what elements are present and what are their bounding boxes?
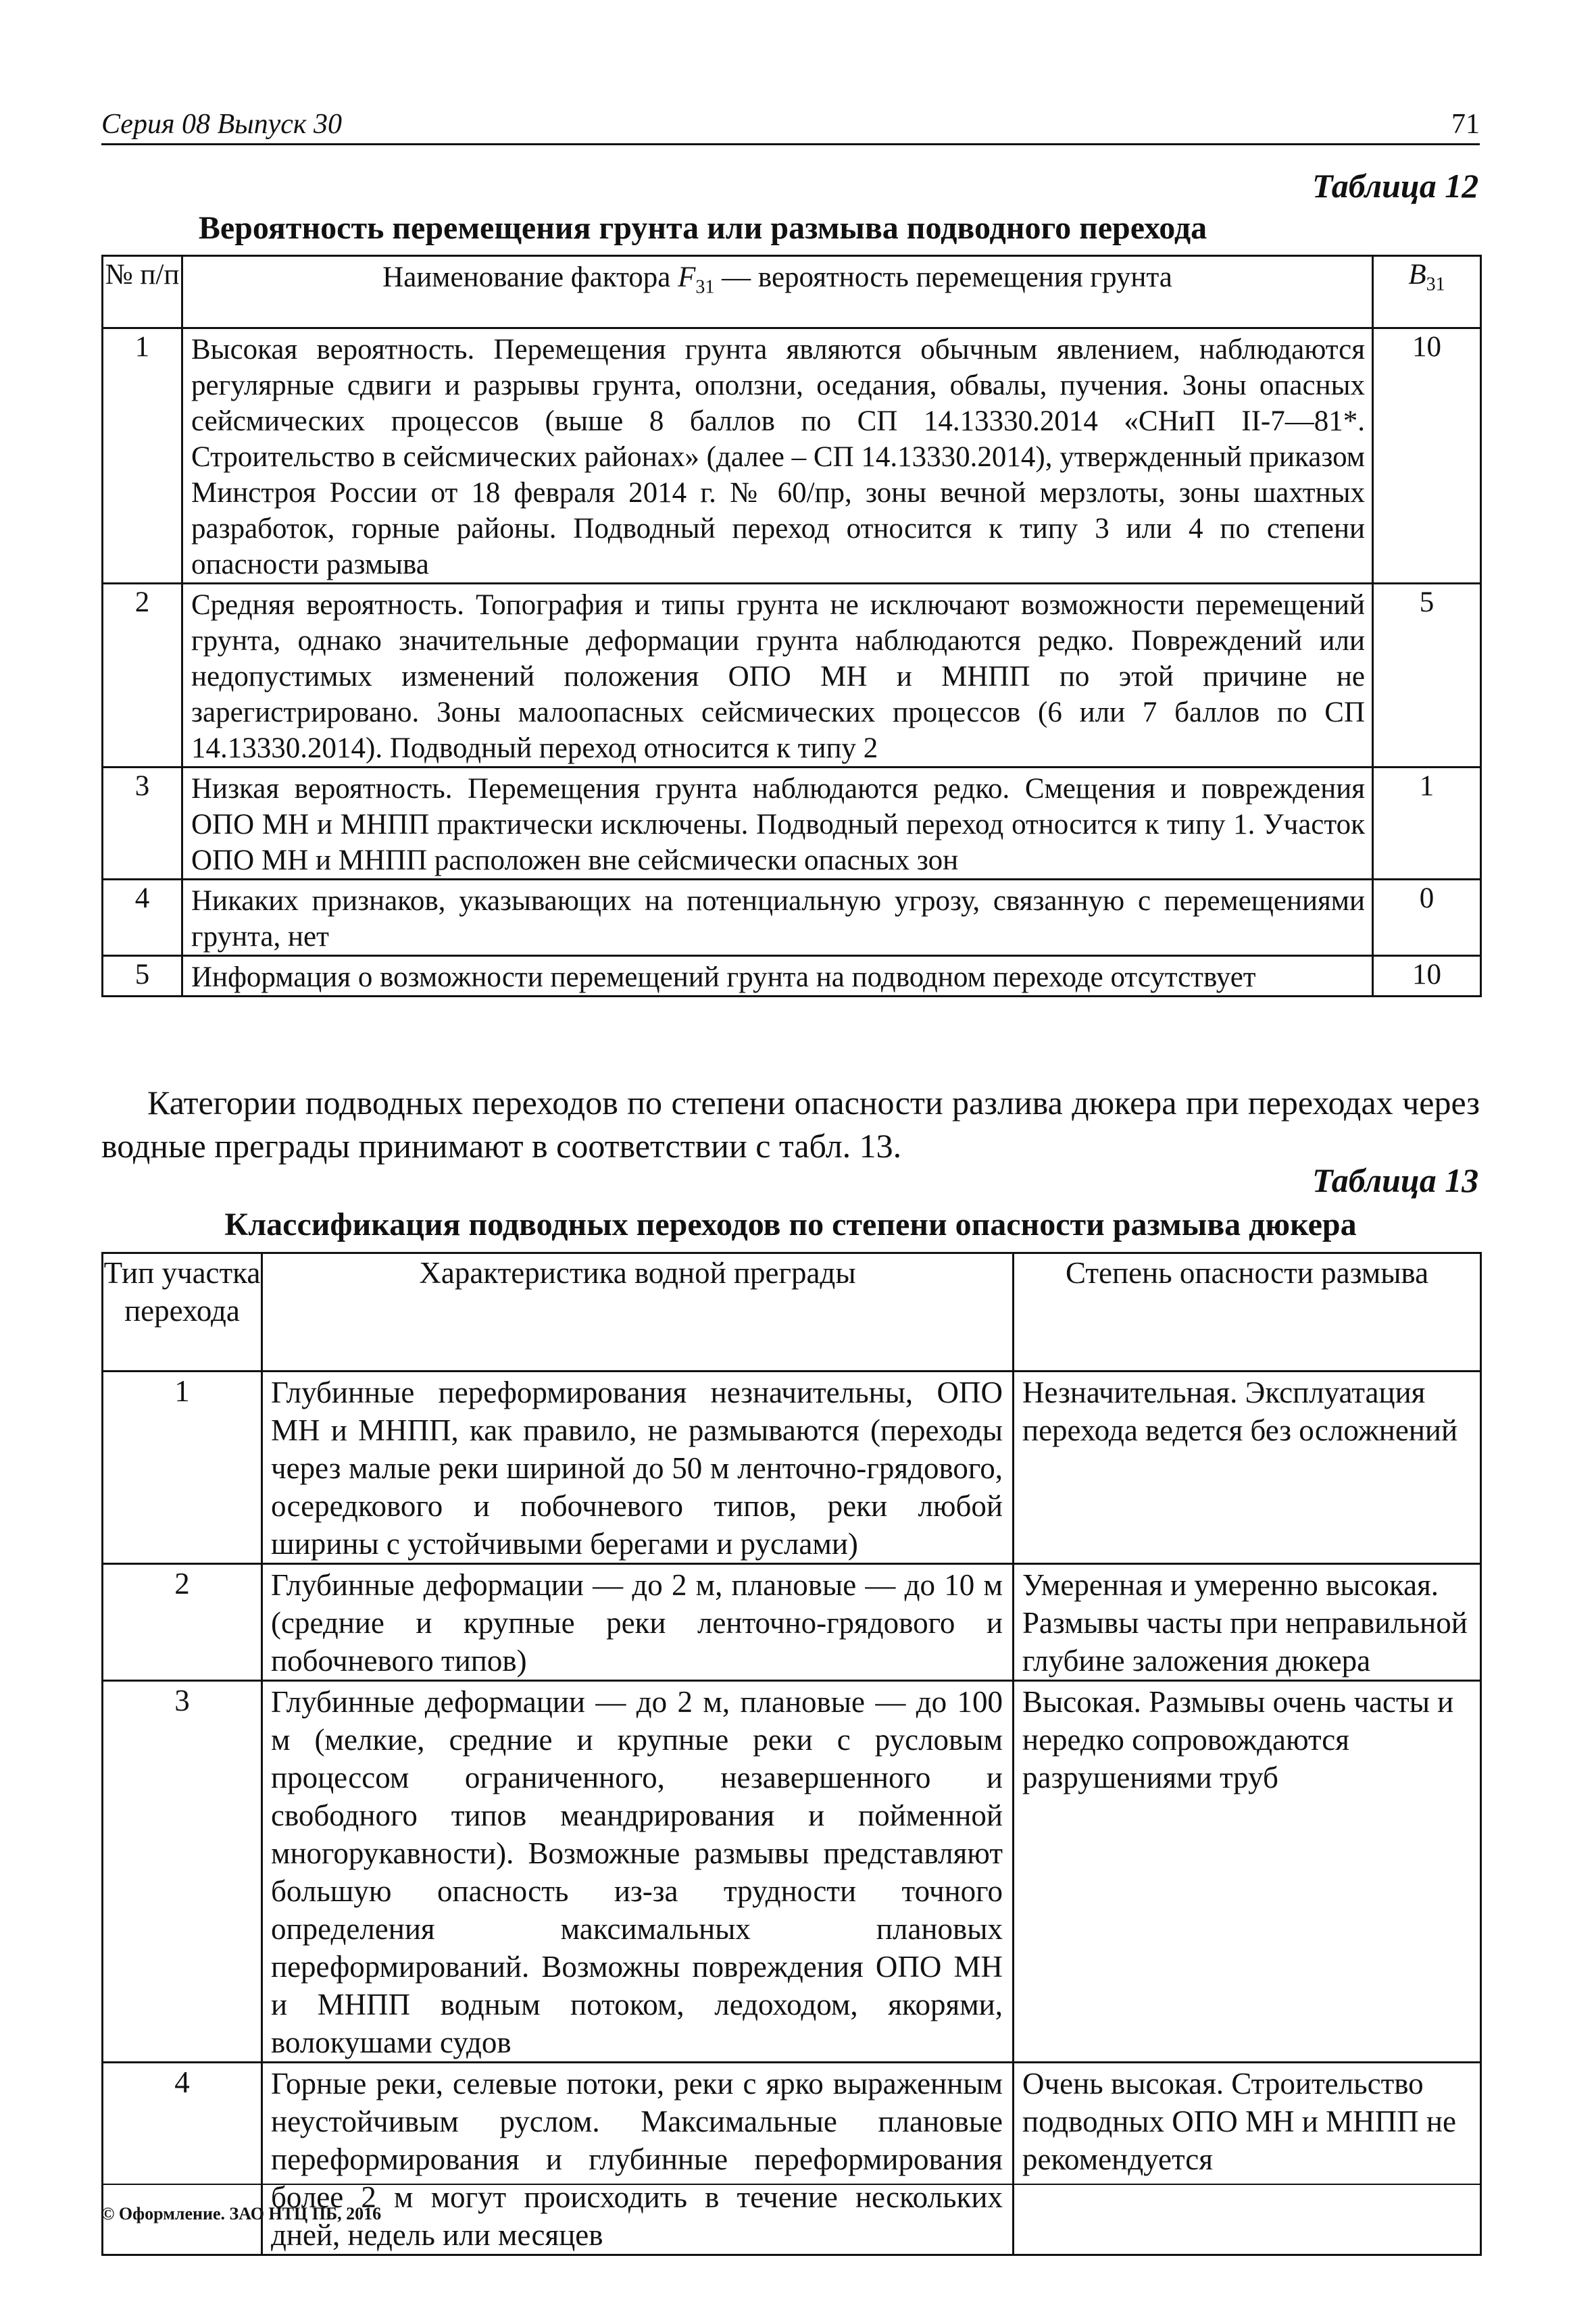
row-characteristic: Глубинные переформирования незначительны, ОПО МН и МНПП, как правило, не размываются (переходы через малые реки шириной до 50 м ленточно-грядового, осередкового и побочневого типов, реки любой ширины с устойчивыми берегами и руслами) xyxy=(262,1372,1014,1564)
table13 xyxy=(101,1252,1482,2256)
row-value: 10 xyxy=(1373,956,1481,997)
row-degree: Незначительная. Эксплуатация перехода ведется без осложнений xyxy=(1014,1372,1481,1564)
row-number: 1 xyxy=(103,328,182,584)
row-text: Высокая вероятность. Перемещения грунта являются обычным явлением, наблюдаются регулярные сдвиги и разрывы грунта, оползни, оседания, обвалы, пучения. Зоны опасных сейсмических процессов (выше 8 баллов по СП 14.13330.2014 «СНиП II-7—81*. Строительство в сейсмических районах» (далее – СП 14.13330.2014), утвержденный приказом Минстроя России от 18 февраля 2014 г. № 60/пр, зоны вечной мерзлоты, зоны шахтных разработок, горные районы. Подводный переход относится к типу 3 или 4 по степени опасности размыва xyxy=(182,328,1373,584)
series-label: Серия 08 Выпуск 30 xyxy=(101,109,342,140)
table12-header-row xyxy=(103,256,1481,328)
factor-subscript: 31 xyxy=(695,276,715,298)
row-value: 5 xyxy=(1373,584,1481,768)
table12-header-value xyxy=(1373,256,1481,328)
table12-header-factor xyxy=(182,256,1373,328)
table12-title: Вероятность перемещения грунта или размыва подводного перехода xyxy=(198,210,1207,246)
row-type: 1 xyxy=(103,1372,262,1564)
row-type: 2 xyxy=(103,1564,262,1681)
table13-header-type: Тип участка перехода xyxy=(103,1253,262,1372)
factor-description: — вероятность перемещения грунта xyxy=(714,261,1172,293)
table13-header-characteristic: Характеристика водной преграды xyxy=(262,1253,1014,1372)
table-row xyxy=(103,328,1481,584)
row-number: 4 xyxy=(103,880,182,956)
row-characteristic: Глубинные деформации — до 2 м, плановые — до 10 м (средние и крупные реки ленточно-грядового и побочневого типов) xyxy=(262,1564,1014,1681)
row-value: 1 xyxy=(1373,768,1481,880)
row-type: 3 xyxy=(103,1681,262,2063)
row-number: 5 xyxy=(103,956,182,997)
row-number: 2 xyxy=(103,584,182,768)
table13-title: Классификация подводных переходов по степени опасности размыва дюкера xyxy=(224,1207,1357,1242)
table-row xyxy=(103,1681,1481,2063)
value-symbol: B xyxy=(1408,259,1426,291)
table-row xyxy=(103,768,1481,880)
table13-header-degree: Степень опасности размыва xyxy=(1014,1253,1481,1372)
page-number: 71 xyxy=(1451,109,1480,140)
body-paragraph: Категории подводных переходов по степени опасности разлива дюкера при переходах через водные преграды принимают в соответствии с табл. 13. xyxy=(101,1084,1480,1165)
table-row xyxy=(103,584,1481,768)
value-subscript: 31 xyxy=(1426,274,1445,295)
row-text: Информация о возможности перемещений грунта на подводном переходе отсутствует xyxy=(182,956,1373,997)
row-degree: Умеренная и умеренно высокая. Размывы часты при неправильной глубине заложения дюкера xyxy=(1014,1564,1481,1681)
table-row xyxy=(103,1372,1481,1564)
table-row xyxy=(103,956,1481,997)
row-text: Средняя вероятность. Топография и типы грунта не исключают возможности перемещений грунта, однако значительные деформации грунта наблюдаются редко. Повреждений или недопустимых изменений положения ОПО МН и МНПП по этой причине не зарегистрировано. Зоны малоопасных сейсмических процессов (6 или 7 баллов по СП 14.13330.2014). Подводный переход относится к типу 2 xyxy=(182,584,1373,768)
row-number: 3 xyxy=(103,768,182,880)
table13-header-row xyxy=(103,1253,1481,1372)
row-characteristic: Горные реки, селевые потоки, реки с ярко выраженным неустойчивым руслом. Максимальные плановые переформирования и глубинные переформирования более 2 м могут происходить в течение нескольких дней, недель или месяцев xyxy=(262,2063,1014,2255)
header-divider xyxy=(101,143,1480,145)
row-value: 0 xyxy=(1373,880,1481,956)
running-header xyxy=(101,108,1480,149)
factor-symbol: F xyxy=(678,261,696,293)
copyright-footer: © Оформление. ЗАО НТЦ ПБ, 2016 xyxy=(101,2204,382,2223)
table12 xyxy=(101,255,1482,997)
footer-divider xyxy=(101,2184,1480,2185)
table12-header-num: № п/п xyxy=(103,256,182,328)
row-value: 10 xyxy=(1373,328,1481,584)
row-text: Никаких признаков, указывающих на потенциальную угрозу, связанную с перемещениями грунта, нет xyxy=(182,880,1373,956)
row-degree: Высокая. Размывы очень часты и нередко сопровождаются разрушениями труб xyxy=(1014,1681,1481,2063)
table13-number: Таблица 13 xyxy=(1312,1161,1479,1199)
table-row xyxy=(103,880,1481,956)
table12-number: Таблица 12 xyxy=(1312,167,1479,205)
row-degree: Очень высокая. Строительство подводных ОПО МН и МНПП не рекомендуется xyxy=(1014,2063,1481,2255)
factor-label: Наименование фактора xyxy=(382,261,671,293)
row-characteristic: Глубинные деформации — до 2 м, плановые — до 100 м (мелкие, средние и крупные реки с русловым процессом ограниченного, незавершенного и свободного типов меандрирования и пойменной многорукавности). Возможные размывы представляют большую опасность из-за трудности точного определения максимальных плановых переформирований. Возможны повреждения ОПО МН и МНПП водным потоком, ледоходом, якорями, волокушами судов xyxy=(262,1681,1014,2063)
row-type: 4 xyxy=(103,2063,262,2255)
table-row xyxy=(103,2063,1481,2255)
table-row xyxy=(103,1564,1481,1681)
row-text: Низкая вероятность. Перемещения грунта наблюдаются редко. Смещения и повреждения ОПО МН и МНПП практически исключены. Подводный переход относится к типу 1. Участок ОПО МН и МНПП расположен вне сейсмически опасных зон xyxy=(182,768,1373,880)
